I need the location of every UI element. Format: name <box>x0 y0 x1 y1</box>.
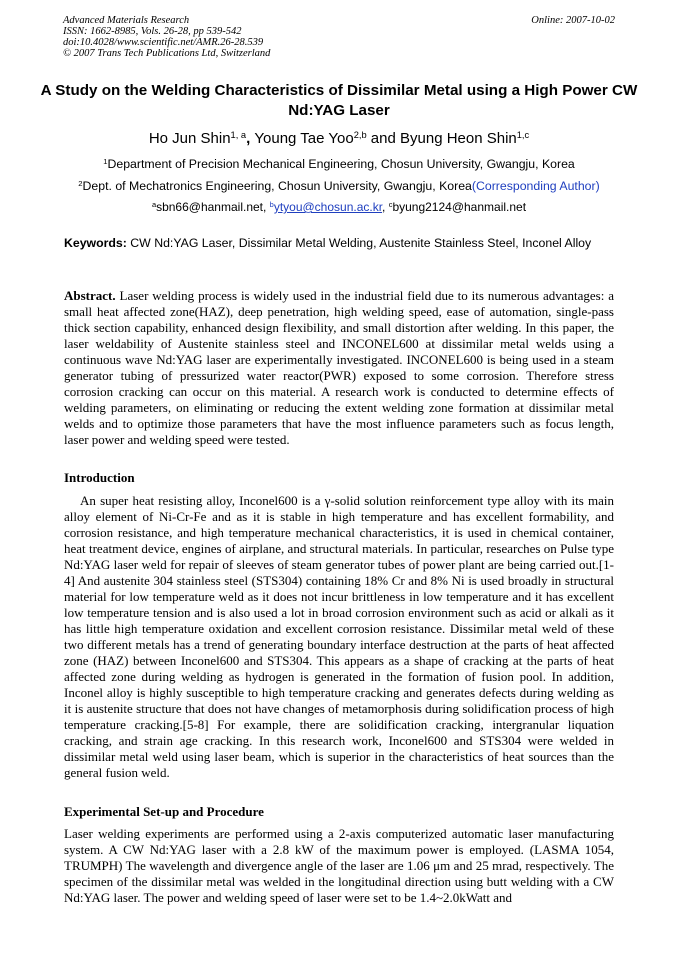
email-mark: a <box>151 199 157 209</box>
affiliation-text: Department of Precision Mechanical Engineering, Chosun University, Gwangju, Korea <box>107 157 575 171</box>
author-name: Young Tae Yoo <box>254 130 354 147</box>
abstract-text: Laser welding process is widely used in the industrial field due to its numerous advantages: a small heat affected zone(HAZ), deep penetration, high welding speed, ease of automation, single-pass thick section capability, enhanced design flexibility, and small distortion after welding. In this paper, the laser weldability of Austenite stainless steel and INCONEL600 at dissimilar metal welds using a continuous wave Nd:YAG laser are experimentally investigated. INCONEL600 is being used in a steam generator tubing of pressurized water reactor(PWR) exposed to some corrosion. Therefore stress corrosion cracking can occur on this material. A research work is conducted to determine effects of welding parameters, on eliminating or reducing the extent welding zone formation at dissimilar metal welds and to optimize those parameters that have the most influence parameters such as focus length, laser power and welding speed were tested. <box>64 288 614 447</box>
issn-line: ISSN: 1662-8985, Vols. 26-28, pp 539-542 <box>63 26 242 37</box>
keywords-label: Keywords: <box>64 236 127 250</box>
keywords-text: CW Nd:YAG Laser, Dissimilar Metal Welding, Austenite Stainless Steel, Inconel Alloy <box>126 236 592 250</box>
affiliation-text: Dept. of Mechatronics Engineering, Chosun University, Gwangju, Korea <box>82 179 472 193</box>
author-affiliation-mark: 1,c <box>516 129 530 140</box>
copyright-line: © 2007 Trans Tech Publications Ltd, Switzerland <box>63 48 271 59</box>
author-affiliation-mark: 1, a <box>230 129 247 140</box>
page-header <box>63 15 615 59</box>
doi-line: doi:10.4028/www.scientific.net/AMR.26-28.539 <box>63 37 264 48</box>
experimental-paragraph: Laser welding experiments are performed using a 2-axis computerized automatic laser manufacturing system. A CW Nd:YAG laser with a 2.8 kW of the maximum power is employed. (LASMA 1054, TRUMPH) The wavelength and divergence angle of the laser are 1.06 μm and 25 mrad, respectively. The specimen of the dissimilar metal was welded in the longitudinal direction using butt welding with a CW Nd:YAG laser. The power and welding speed of laser were set to be 1.4~2.0kWatt and <box>64 826 614 905</box>
author-emails <box>0 200 678 215</box>
journal-name: Advanced Materials Research <box>63 15 190 26</box>
email-separator: , <box>382 200 389 214</box>
keywords <box>64 235 618 251</box>
author-separator: , <box>246 130 255 147</box>
email-mark: c <box>388 199 393 209</box>
experimental-body <box>64 826 614 906</box>
section-heading-introduction: Introduction <box>64 470 135 485</box>
section-heading-experimental: Experimental Set-up and Procedure <box>64 804 264 819</box>
corresponding-author-note: (Corresponding Author) <box>471 179 600 193</box>
abstract-label: Abstract. <box>64 288 116 303</box>
author-name: Byung Heon Shin <box>400 130 517 147</box>
abstract <box>64 288 614 448</box>
affiliation-1 <box>0 157 678 172</box>
paper-title: A Study on the Welding Characteristics of Dissimilar Metal using a High Power CW Nd:YAG Laser <box>40 82 638 119</box>
introduction-paragraph: An super heat resisting alloy, Inconel600 is a γ-solid solution reinforcement type alloy with its main alloy element of Ni-Cr-Fe and as it is stable in high temperature and has excellent formability, and corrosion resistance, and high temperature mechanical characteristics, it is used in chemical container, heat treatment device, engines of airplane, and structural materials. In particular, researches on Pulse type Nd:YAG laser weld for repair of sleeves of steam generator tubes of power plant are being carried out.[1-4] And austenite 304 stainless steel (STS304) containing 18% Cr and 8% Ni is used broadly in structural material for low temperature weld as it does not incur brittleness in low temperature and it has excellent low temperature tension and is also used a lot in broad corrosion environment such as acid or alkali as it has little high temperature oxidation and excellent corrosion resistance. Dissimilar metal weld of these two different metals has a trend of generating boundary interface destruction at the parts of heat affected zone (HAZ) between Inconel600 and STS304. This appears as a shape of cracking at the parts of heat affected zone during welding as hydrogen is generated in the formation of fusion pool. In addition, Inconel alloy is highly susceptible to high temperature cracking and generates defects during welding as it is austenite structure that does not have changes of metamorphosis during solidification process of high temperature cracking.[5-8] For example, there are solidification cracking, intergranular liquation cracking, and strain age cracking. In this research work, Inconel600 and STS304 were welded in dissimilar metal weld using laser beam, which is superior in the characteristics of heat sources than the general fusion weld. <box>64 493 614 780</box>
email-mark: b <box>269 199 274 209</box>
author-separator: and <box>366 130 401 147</box>
affiliation-mark: 2 <box>78 178 83 188</box>
email-address: sbn66@hanmail.net <box>156 200 263 214</box>
email-separator: , <box>263 200 270 214</box>
email-address: byung2124@hanmail.net <box>392 200 527 214</box>
affiliation-mark: 1 <box>103 156 108 166</box>
author-name: Ho Jun Shin <box>148 130 231 147</box>
author-affiliation-mark: 2,b <box>353 129 367 140</box>
affiliation-2 <box>0 179 678 194</box>
online-date: Online: 2007-10-02 <box>531 15 615 26</box>
introduction-body <box>64 493 614 781</box>
author-list <box>0 130 678 148</box>
corresponding-email-link[interactable]: ytyou@chosun.ac.kr <box>273 200 383 214</box>
